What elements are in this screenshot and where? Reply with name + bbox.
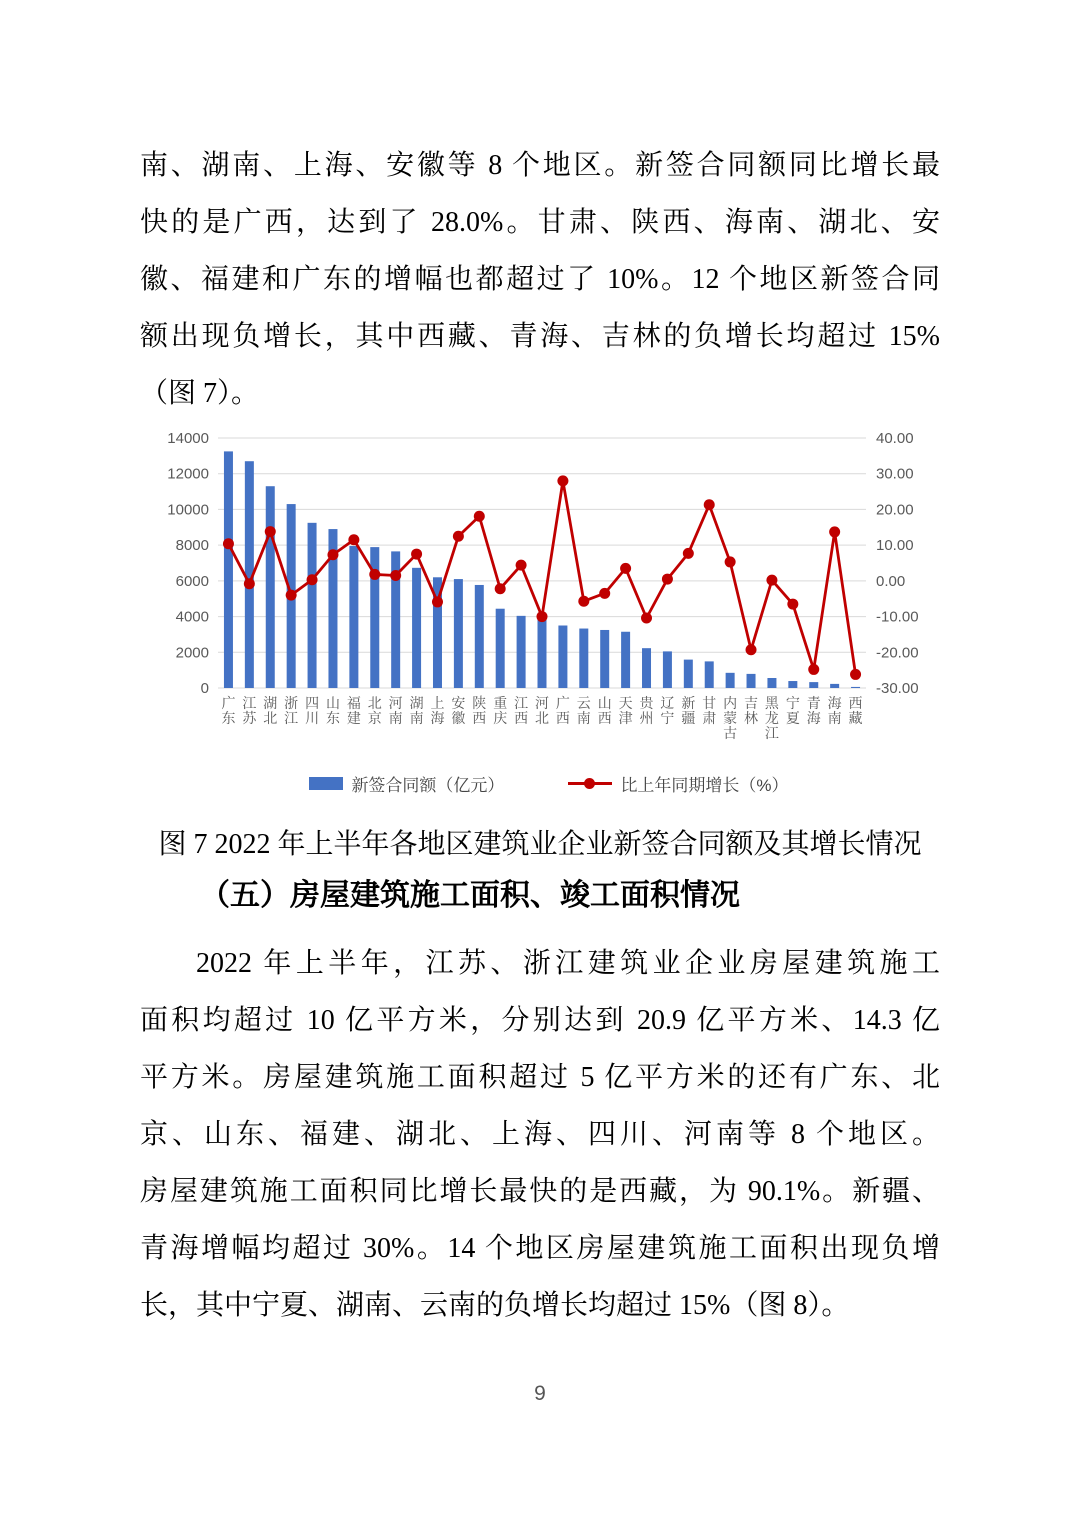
- chart-legend: [166, 771, 932, 796]
- svg-text:10.00: 10.00: [876, 537, 914, 555]
- x-axis-label: 广东: [221, 695, 236, 726]
- x-axis-labels: [221, 695, 862, 741]
- bar: [809, 682, 818, 688]
- svg-text:-20.00: -20.00: [876, 644, 919, 662]
- legend-bar-label: 新签合同额（亿元）: [351, 776, 505, 795]
- bar: [830, 684, 839, 688]
- section-heading: （五）房屋建筑施工面积、竣工面积情况: [200, 879, 740, 912]
- svg-text:2000: 2000: [175, 644, 209, 662]
- bar: [454, 579, 463, 688]
- x-axis-label: 内蒙古: [723, 695, 738, 741]
- growth-point: [683, 548, 694, 559]
- x-axis-label: 贵州: [639, 695, 654, 726]
- x-axis-label: 河北: [535, 695, 549, 726]
- growth-point: [453, 531, 464, 542]
- growth-point: [620, 563, 631, 574]
- x-axis-label: 北京: [367, 695, 382, 726]
- growth-point: [411, 549, 422, 560]
- legend-bar-swatch: [309, 777, 343, 790]
- figure7-combo-chart: [166, 424, 932, 758]
- growth-point: [766, 575, 777, 586]
- paragraph-1: [140, 137, 940, 422]
- x-axis-label: 新疆: [681, 695, 696, 726]
- bar: [767, 678, 776, 688]
- growth-point: [432, 596, 443, 607]
- paragraph-line: 青海增幅均超过 30%。14 个地区房屋建筑施工面积出现负增: [140, 1233, 940, 1264]
- growth-point: [578, 596, 589, 607]
- paragraph-line: 额出现负增长，其中西藏、青海、吉林的负增长均超过 15%: [140, 321, 940, 352]
- x-axis-label: 吉林: [744, 695, 759, 726]
- growth-point: [307, 574, 318, 585]
- svg-text:10000: 10000: [167, 501, 209, 519]
- paragraph-line: 快的是广西，达到了 28.0%。甘肃、陕西、海南、湖北、安: [140, 207, 940, 238]
- legend-line-swatch: [568, 777, 612, 790]
- svg-text:0.00: 0.00: [876, 572, 906, 590]
- bar: [496, 609, 505, 688]
- bar: [475, 585, 484, 688]
- growth-point: [244, 578, 255, 589]
- x-axis-label: 河南: [388, 695, 403, 726]
- x-axis-label: 上海: [430, 695, 445, 726]
- paragraph-line: （图 7）。: [140, 378, 260, 409]
- growth-point: [369, 569, 380, 580]
- bar: [684, 660, 693, 688]
- growth-point: [286, 590, 297, 601]
- page-number: 9: [534, 1382, 546, 1405]
- x-axis-label: 黑龙江: [764, 695, 779, 741]
- x-axis-label: 四川: [305, 695, 320, 726]
- growth-point: [829, 526, 840, 537]
- svg-text:4000: 4000: [175, 608, 209, 626]
- growth-point: [495, 583, 506, 594]
- x-axis-label: 浙江: [284, 695, 299, 726]
- x-axis-label: 安徽: [451, 695, 466, 726]
- svg-text:-10.00: -10.00: [876, 608, 919, 626]
- paragraph-line: 房屋建筑施工面积同比增长最快的是西藏，为 90.1%。新疆、: [140, 1176, 940, 1207]
- x-axis-label: 云南: [576, 695, 591, 726]
- paragraph-line: 长，其中宁夏、湖南、云南的负增长均超过 15%（图 8）。: [140, 1290, 850, 1321]
- svg-text:0: 0: [200, 680, 209, 697]
- paragraph-line: 京、山东、福建、湖北、上海、四川、河南等 8 个地区。: [140, 1119, 940, 1150]
- growth-point: [223, 538, 234, 549]
- svg-text:8000: 8000: [175, 537, 209, 555]
- x-axis-label: 福建: [346, 695, 361, 726]
- x-axis-label: 陕西: [472, 695, 487, 726]
- figure7-chart: [166, 424, 932, 796]
- right-axis-ticks: [876, 430, 919, 697]
- figure7-caption: 图 7 2022 年上半年各地区建筑业企业新签合同额及其增长情况: [158, 829, 922, 860]
- bar: [663, 651, 672, 688]
- svg-text:14000: 14000: [167, 430, 209, 447]
- paragraph-line: 平方米。房屋建筑施工面积超过 5 亿平方米的还有广东、北: [140, 1062, 940, 1093]
- svg-text:6000: 6000: [175, 572, 209, 590]
- bar: [747, 674, 756, 688]
- growth-point: [787, 599, 798, 610]
- x-axis-label: 辽宁: [660, 695, 675, 726]
- x-axis-label: 山东: [325, 695, 340, 726]
- paragraph-line: 南、湖南、上海、安徽等 8 个地区。新签合同额同比增长最: [140, 150, 940, 181]
- bar: [579, 629, 588, 688]
- growth-point: [557, 475, 568, 486]
- paragraph-line: 2022 年上半年，江苏、浙江建筑业企业房屋建筑施工: [196, 948, 940, 979]
- x-axis-label: 海南: [827, 695, 842, 726]
- growth-point: [516, 560, 527, 571]
- x-axis-label: 江苏: [242, 695, 257, 726]
- bar: [224, 451, 233, 688]
- legend-line-label: 比上年同期增长（%）: [620, 776, 789, 795]
- x-axis-label: 广西: [555, 695, 570, 726]
- x-axis-label: 重庆: [493, 695, 508, 726]
- bar: [517, 616, 526, 688]
- growth-point: [327, 549, 338, 560]
- bar: [600, 630, 609, 688]
- paragraph-line: 面积均超过 10 亿平方米，分别达到 20.9 亿平方米、14.3 亿: [140, 1005, 940, 1036]
- growth-point: [348, 534, 359, 545]
- bar: [266, 486, 275, 688]
- growth-point: [704, 499, 715, 510]
- left-axis-ticks: [167, 430, 209, 697]
- x-axis-label: 青海: [806, 695, 821, 726]
- legend-item-bars: [309, 771, 504, 796]
- growth-point: [474, 511, 485, 522]
- growth-point: [850, 669, 861, 680]
- paragraph-2: [140, 935, 940, 1334]
- x-axis-label: 湖南: [409, 695, 424, 726]
- x-axis-label: 湖北: [263, 695, 278, 726]
- growth-point: [265, 526, 276, 537]
- bar: [349, 546, 358, 688]
- bar: [412, 568, 421, 688]
- paragraph-line: 徽、福建和广东的增幅也都超过了 10%。12 个地区新签合同: [140, 264, 940, 295]
- bar: [726, 673, 735, 688]
- growth-point: [808, 664, 819, 675]
- x-axis-label: 西藏: [848, 695, 863, 726]
- x-axis-label: 甘肃: [702, 695, 717, 726]
- growth-point: [599, 588, 610, 599]
- growth-point: [390, 570, 401, 581]
- x-axis-label: 天津: [618, 695, 633, 726]
- svg-text:-30.00: -30.00: [876, 680, 919, 697]
- bar: [308, 523, 317, 688]
- bar: [705, 661, 714, 688]
- svg-text:40.00: 40.00: [876, 430, 914, 447]
- x-axis-label: 宁夏: [785, 695, 800, 726]
- growth-point: [746, 644, 757, 655]
- growth-point: [641, 613, 652, 624]
- svg-text:12000: 12000: [167, 465, 209, 483]
- growth-point: [662, 574, 673, 585]
- svg-text:30.00: 30.00: [876, 465, 914, 483]
- bar: [621, 632, 630, 688]
- bar: [788, 681, 797, 688]
- bar: [558, 626, 567, 689]
- legend-item-line: [568, 771, 788, 796]
- growth-point: [725, 556, 736, 567]
- svg-text:20.00: 20.00: [876, 501, 914, 519]
- bar: [851, 687, 860, 688]
- bar: [538, 617, 547, 688]
- x-axis-label: 山西: [597, 695, 612, 726]
- growth-point: [537, 611, 548, 622]
- x-axis-label: 江西: [514, 695, 529, 726]
- bar: [642, 648, 651, 688]
